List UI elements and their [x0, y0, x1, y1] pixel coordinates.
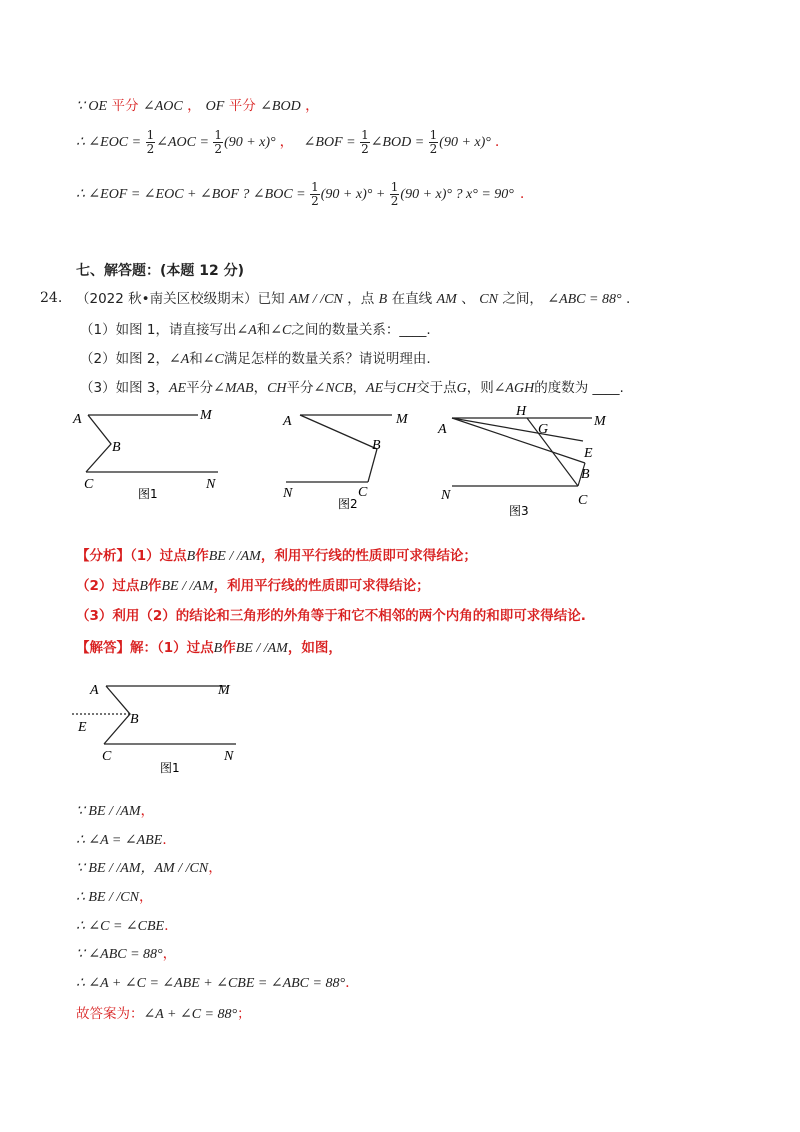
frac-num: 1: [429, 127, 438, 142]
period: .: [494, 134, 500, 150]
fig3-label-m: M: [594, 414, 606, 429]
step-1: ∵ BE / /AM，: [76, 803, 155, 819]
part-text: ，: [352, 380, 367, 396]
solution-text: ，如图，: [287, 640, 342, 656]
question-stem: [76, 289, 630, 310]
frac-den: 2: [361, 141, 369, 156]
figure-4: [60, 676, 300, 786]
fig4-label-c: C: [102, 749, 112, 764]
figures-1-3: [0, 405, 800, 520]
solution-text: 解：（1）: [130, 640, 187, 656]
stem-math: B: [378, 292, 388, 307]
fig2-label-a: A: [283, 414, 292, 429]
frac-num: 1: [390, 179, 399, 194]
fig3-label-g: G: [538, 422, 549, 437]
part-math: ∠A: [236, 323, 257, 338]
analysis-math: BE / /AM: [161, 579, 214, 594]
fig3-label-a: A: [438, 422, 447, 437]
figure-1: [86, 415, 218, 472]
step-2: ∴ ∠A = ∠ABE.: [76, 832, 167, 848]
frac-num: 1: [214, 127, 223, 142]
part-text: ，则: [466, 380, 494, 396]
part-text: 之间的数量关系：____.: [291, 322, 431, 338]
fraction: [213, 129, 223, 156]
fig2-label-b: B: [372, 438, 381, 453]
solution-tag: 【解答】: [76, 640, 130, 656]
fraction: [429, 129, 439, 156]
part-math: CH: [267, 381, 287, 396]
step-math: ∵ BE / /AM，AM / /CN: [76, 861, 209, 876]
fig3-label-c: C: [578, 493, 588, 508]
analysis-tag: 【分析】: [76, 548, 130, 564]
fig2-label-m: M: [396, 412, 408, 427]
analysis-text: ，利用平行线的性质即可求得结论；: [260, 548, 477, 564]
fig3-caption: 图3: [509, 504, 529, 518]
question-part-2: [80, 349, 431, 370]
part-text: （1）如图 1，请直接写出: [80, 322, 237, 338]
prev-text: ，: [187, 98, 202, 114]
question-part-1: [80, 320, 431, 341]
part-text: 和: [256, 322, 271, 338]
analysis-line-2: [76, 576, 430, 597]
solution-header: [76, 638, 342, 659]
fig1-label-b: B: [112, 440, 121, 455]
math-expr: ∠BOF =: [303, 135, 360, 150]
analysis-text: （2）过点: [76, 578, 140, 594]
part-text: 平分: [286, 380, 314, 396]
prev-text: 平分: [228, 98, 256, 114]
prev-text: ，: [305, 98, 320, 114]
analysis-text: 作: [147, 578, 162, 594]
fig1-label-m: M: [200, 408, 212, 423]
frac-den: 2: [214, 141, 223, 156]
prev-line-2: [76, 128, 499, 157]
part-math: ∠MAB: [213, 381, 254, 396]
prev-line-1: [76, 96, 319, 117]
answer-end: ；: [237, 1006, 251, 1022]
analysis-text: （1）过点: [130, 548, 187, 564]
math-expr: (90 + x)° +: [320, 187, 389, 202]
fig2-label-n: N: [283, 486, 293, 501]
analysis-math: B: [139, 579, 148, 594]
solution-text: 过点: [186, 640, 214, 656]
fig4-label-m: M: [218, 683, 230, 698]
fig1-label-c: C: [84, 477, 94, 492]
step-4: ∴ BE / /CN，: [76, 889, 153, 905]
fig2-caption: 图2: [338, 497, 358, 511]
solution-text: 作: [222, 640, 236, 656]
fig1-path-abc: [86, 415, 111, 472]
frac-num: 1: [311, 179, 319, 194]
analysis-text: 作: [195, 548, 209, 564]
fig3-line-ab: [452, 418, 585, 463]
prev-math: OF: [205, 99, 225, 114]
fig4-label-n: N: [224, 749, 234, 764]
separator: ，: [279, 134, 294, 150]
fig3-line-ch: [527, 418, 578, 486]
fig4-label-e: E: [78, 720, 87, 735]
fig2-line-bc: [368, 449, 377, 482]
step-math: ∵ ∠ABC = 88°: [76, 947, 163, 962]
part-math: CH: [396, 381, 417, 396]
stem-math: AM / /CN: [289, 292, 343, 307]
fraction: [310, 181, 320, 208]
part-text: 的度数为 ____.: [534, 380, 624, 396]
fig4-label-b: B: [130, 712, 139, 727]
part-text: ，: [253, 380, 268, 396]
analysis-math: BE / /AM: [208, 549, 261, 564]
fig1-caption: 图1: [138, 487, 158, 501]
period: .: [519, 186, 525, 202]
analysis-text: ，利用平行线的性质即可求得结论；: [213, 578, 430, 594]
solution-math: B: [213, 641, 223, 656]
math-expr: ∴ ∠EOF = ∠EOC + ∠BOF ? ∠BOC =: [76, 187, 310, 202]
answer-line: [76, 1004, 251, 1025]
prev-math: ∠AOC: [142, 99, 183, 114]
stem-text: 在直线: [391, 291, 433, 307]
solution-math: BE / /AM: [235, 641, 288, 656]
step-6: ∵ ∠ABC = 88°，: [76, 946, 177, 962]
part-text: 交于点: [416, 380, 457, 396]
figure-3: [452, 418, 592, 486]
prev-math: ∠BOD: [260, 99, 301, 114]
frac-den: 2: [311, 193, 319, 208]
fig2-label-c: C: [358, 485, 368, 500]
fraction: [390, 181, 400, 208]
stem-text: 、: [461, 291, 475, 307]
fig3-label-e: E: [584, 446, 593, 461]
frac-den: 2: [429, 141, 438, 156]
stem-text: ，点: [347, 291, 375, 307]
part-math: AE: [168, 381, 187, 396]
step-math: ∴ BE / /CN: [76, 890, 139, 905]
fig4-caption: 图1: [160, 761, 180, 775]
fig3-line-ae: [452, 418, 583, 441]
section-title: 七、解答题：(本题 12 分): [76, 263, 245, 279]
part-text: 和: [189, 351, 203, 367]
frac-den: 2: [146, 141, 155, 156]
math-expr: (90 + x)°: [224, 135, 276, 150]
fig1-label-n: N: [206, 477, 216, 492]
question-number: 24.: [40, 290, 63, 306]
part-math: ∠C: [202, 352, 224, 367]
step-math: ∵ BE / /AM: [76, 804, 141, 819]
math-expr: (90 + x)°: [439, 135, 491, 150]
stem-math: CN: [479, 292, 498, 307]
fraction: [360, 129, 370, 156]
fig3-label-b: B: [581, 467, 590, 482]
stem-text: .: [626, 291, 631, 307]
fig4-label-a: A: [90, 683, 99, 698]
prev-text: 平分: [111, 98, 139, 114]
part-text: （2）如图 2，: [80, 351, 169, 367]
stem-text: （2022 秋•南关区校级期末）已知: [76, 291, 285, 307]
fig3-label-h: H: [516, 405, 527, 419]
math-expr: ∠BOD =: [370, 135, 428, 150]
frac-den: 2: [390, 193, 399, 208]
part-text: 与: [383, 380, 397, 396]
part-math: G: [456, 381, 467, 396]
fig2-line-ab: [300, 415, 377, 449]
fig4-path-abc: [104, 686, 130, 744]
analysis-line-1: [76, 546, 477, 567]
part-math: ∠C: [270, 323, 292, 338]
step-5: ∴ ∠C = ∠CBE.: [76, 918, 169, 934]
part-math: AE: [366, 381, 384, 396]
part-math: ∠AGH: [493, 381, 535, 396]
part-math: ∠NCB: [313, 381, 353, 396]
step-7: ∴ ∠A + ∠C = ∠ABE + ∠CBE = ∠ABC = 88°.: [76, 975, 350, 991]
fraction: [146, 129, 156, 156]
step-math: ∴ ∠A + ∠C = ∠ABE + ∠CBE = ∠ABC = 88°: [76, 976, 346, 991]
frac-num: 1: [146, 127, 155, 142]
math-expr: ∴ ∠EOC =: [76, 135, 145, 150]
fig3-label-n: N: [441, 488, 451, 503]
answer-label: 故答案为：: [76, 1006, 144, 1022]
frac-num: 1: [361, 127, 369, 142]
step-3: ∵ BE / /AM，AM / /CN，: [76, 860, 223, 876]
analysis-text: （3）利用（2）的结论和三角形的外角等于和它不相邻的两个内角的和即可求得结论.: [76, 608, 586, 624]
part-math: ∠A: [168, 352, 190, 367]
part-text: （3）如图 3，: [80, 380, 169, 396]
step-math: ∴ ∠C = ∠CBE: [76, 919, 165, 934]
fig1-label-a: A: [73, 412, 82, 427]
part-text: 满足怎样的数量关系？请说明理由.: [223, 351, 431, 367]
question-part-3: [80, 378, 624, 399]
prev-math: ∵ OE: [76, 99, 108, 114]
step-math: ∴ ∠A = ∠ABE: [76, 833, 163, 848]
stem-text: 之间，: [502, 291, 543, 307]
part-text: 平分: [186, 380, 214, 396]
stem-math: ∠ABC = 88°: [547, 292, 622, 307]
analysis-line-3: [76, 606, 586, 626]
stem-math: AM: [436, 292, 457, 307]
prev-line-3: [76, 180, 524, 209]
math-expr: (90 + x)° ? x° = 90°: [400, 187, 514, 202]
math-expr: ∠AOC =: [156, 135, 213, 150]
analysis-math: B: [186, 549, 196, 564]
answer-math: ∠A + ∠C = 88°: [143, 1007, 238, 1022]
